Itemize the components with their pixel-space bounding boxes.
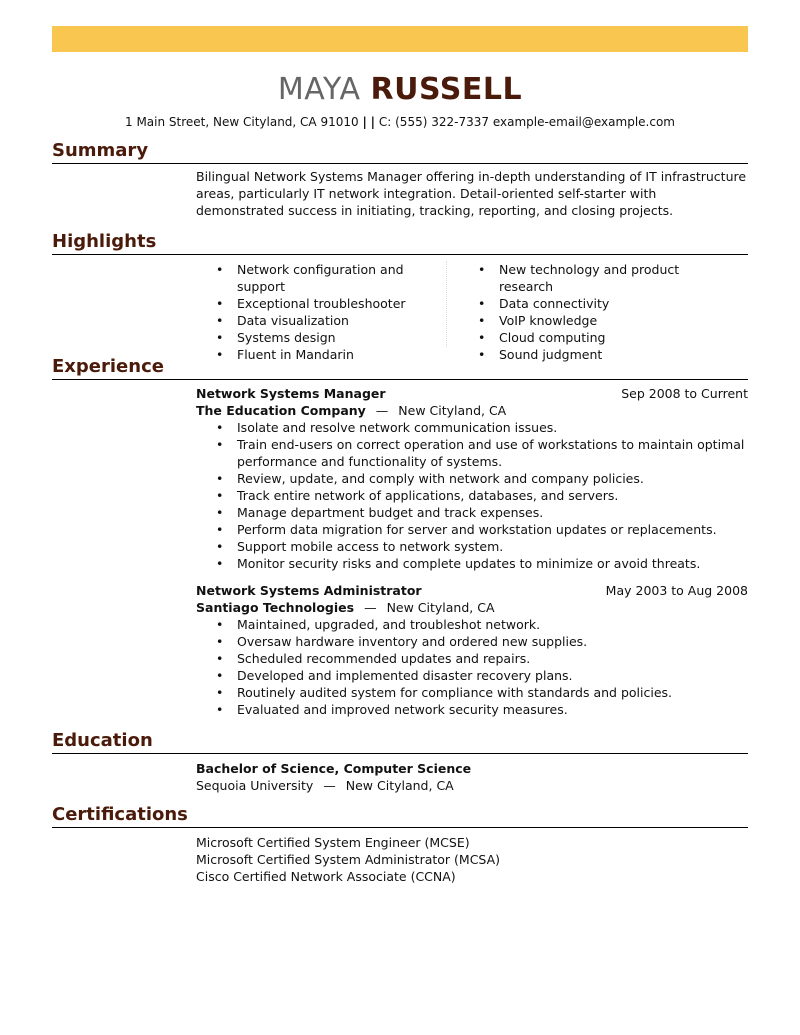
first-name: MAYA bbox=[277, 72, 361, 107]
job-entry bbox=[196, 385, 748, 572]
dash: — bbox=[323, 778, 336, 793]
list-item: • Support mobile access to network system. bbox=[196, 538, 748, 555]
list-item: • Maintained, upgraded, and troubleshot network. bbox=[196, 616, 748, 633]
education-heading bbox=[52, 730, 748, 754]
list-item: • Monitor security risks and complete updates to minimize or avoid threats. bbox=[196, 555, 748, 572]
section-divider bbox=[52, 254, 748, 255]
company-name: Santiago Technologies bbox=[196, 600, 355, 615]
company-name: The Education Company bbox=[196, 403, 366, 418]
section-title: Highlights bbox=[52, 231, 157, 252]
section-title: Summary bbox=[52, 140, 149, 161]
summary-text: Bilingual Network Systems Manager offering in-depth understanding of IT infrastructure areas, particularly IT network integration. Detail-oriented self-starter with demonstrated success in initiating, tracking, reporting, and closing projects. bbox=[196, 169, 747, 218]
list-item: • Cloud computing bbox=[458, 329, 708, 346]
list-item: • Manage department budget and track expenses. bbox=[196, 504, 748, 521]
school-location: New Cityland, CA bbox=[345, 778, 454, 793]
phone: C: (555) 322-7337 bbox=[378, 115, 489, 129]
certifications-list bbox=[196, 834, 748, 885]
list-item: • Track entire network of applications, databases, and servers. bbox=[196, 487, 748, 504]
job-title: Network Systems Manager bbox=[196, 386, 386, 401]
separator: | bbox=[362, 115, 367, 129]
list-item: • Perform data migration for server and workstation updates or replacements. bbox=[196, 521, 748, 538]
list-item: • Network configuration and support bbox=[196, 261, 446, 295]
degree: Bachelor of Science, Computer Science bbox=[196, 761, 472, 776]
list-item: • VoIP knowledge bbox=[458, 312, 708, 329]
certifications-heading bbox=[52, 804, 748, 828]
job-dates: May 2003 to Aug 2008 bbox=[605, 583, 748, 598]
list-item: • Data connectivity bbox=[458, 295, 708, 312]
section-divider bbox=[52, 753, 748, 754]
dash: — bbox=[364, 600, 377, 615]
list-item: • Review, update, and comply with network and company policies. bbox=[196, 470, 748, 487]
list-item: • Sound judgment bbox=[458, 346, 708, 363]
email: example-email@example.com bbox=[492, 115, 675, 129]
job-title: Network Systems Administrator bbox=[196, 583, 422, 598]
section-divider bbox=[52, 827, 748, 828]
list-item: • Developed and implemented disaster recovery plans. bbox=[196, 667, 748, 684]
section-divider bbox=[52, 163, 748, 164]
job-location: New Cityland, CA bbox=[398, 403, 507, 418]
contact-line bbox=[0, 114, 800, 130]
certification-item: Cisco Certified Network Associate (CCNA) bbox=[196, 869, 456, 884]
highlights-heading bbox=[52, 231, 748, 255]
separator: | bbox=[370, 115, 376, 129]
highlights-left-column bbox=[196, 261, 447, 362]
list-item: • Isolate and resolve network communication issues. bbox=[196, 419, 748, 436]
list-item: • Routinely audited system for compliance with standards and policies. bbox=[196, 684, 748, 701]
highlights-right-column bbox=[458, 261, 708, 363]
candidate-name bbox=[0, 72, 800, 108]
accent-bar bbox=[52, 26, 748, 52]
list-item: • Data visualization bbox=[196, 312, 446, 329]
job-entry bbox=[196, 582, 748, 718]
list-item: • Oversaw hardware inventory and ordered new supplies. bbox=[196, 633, 748, 650]
address: 1 Main Street, New Cityland, CA 91010 bbox=[125, 115, 359, 129]
section-title: Education bbox=[52, 730, 153, 751]
last-name: RUSSELL bbox=[370, 72, 523, 107]
experience-heading bbox=[52, 356, 748, 380]
list-item: • Exceptional troubleshooter bbox=[196, 295, 446, 312]
section-title: Certifications bbox=[52, 804, 188, 825]
school-name: Sequoia University bbox=[196, 778, 314, 793]
list-item: • New technology and product research bbox=[458, 261, 708, 295]
certification-item: Microsoft Certified System Engineer (MCSE) bbox=[196, 835, 470, 850]
section-title: Experience bbox=[52, 356, 164, 377]
education-entry bbox=[196, 760, 748, 794]
job-location: New Cityland, CA bbox=[386, 600, 495, 615]
list-item: • Fluent in Mandarin bbox=[196, 346, 446, 363]
certification-item: Microsoft Certified System Administrator (MCSA) bbox=[196, 852, 501, 867]
summary-heading bbox=[52, 140, 748, 164]
list-item: • Evaluated and improved network security measures. bbox=[196, 701, 748, 718]
list-item: • Train end-users on correct operation and use of workstations to maintain optimal performance and functionality of systems. bbox=[196, 436, 748, 470]
job-dates: Sep 2008 to Current bbox=[621, 386, 748, 401]
list-item: • Systems design bbox=[196, 329, 446, 346]
section-divider bbox=[52, 379, 748, 380]
list-item: • Scheduled recommended updates and repairs. bbox=[196, 650, 748, 667]
dash: — bbox=[375, 403, 389, 418]
